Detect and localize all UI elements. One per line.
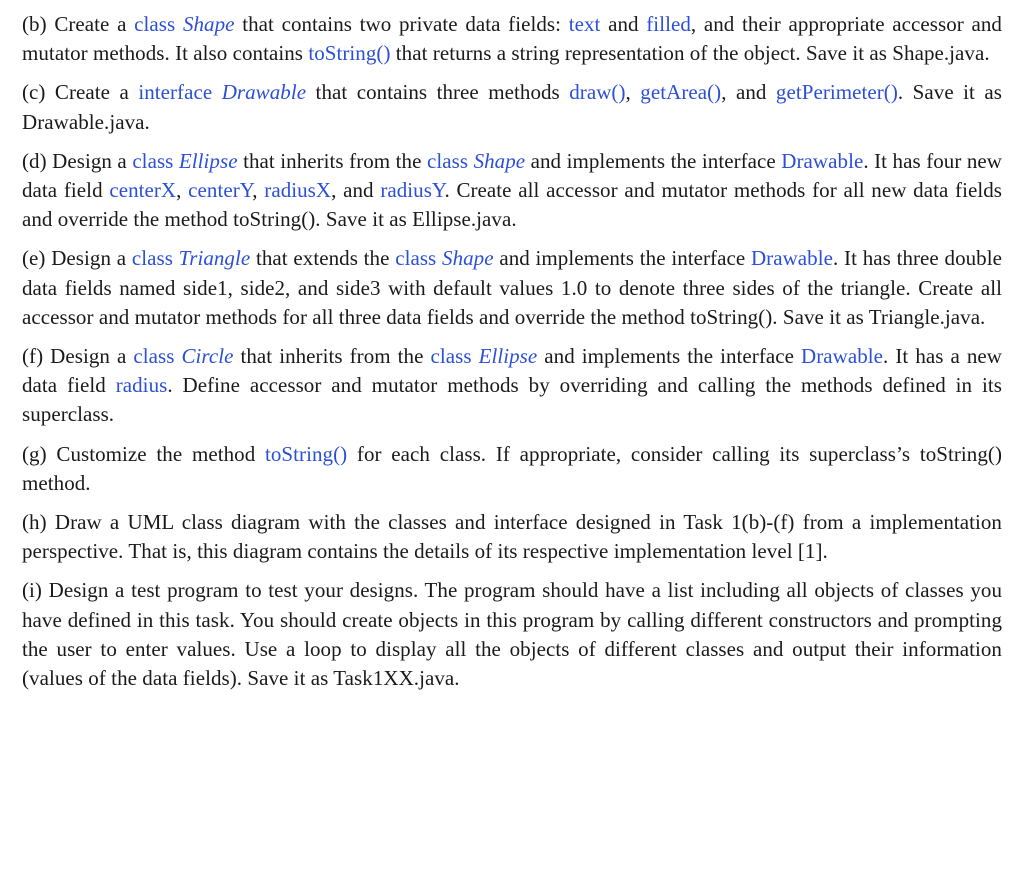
text-segment: , and their appropriate accessor and mutator methods. It also contains (22, 12, 1002, 66)
text-segment: . Define accessor and mutator methods by overriding and calling the methods defined in its superclass. (22, 373, 1002, 427)
text-segment: (g) Customize the method (22, 441, 265, 466)
text-segment: , and (331, 178, 381, 203)
text-segment: (h) Draw a UML class diagram with the classes and interface designed in Task 1(b)-(f) from a implementation perspective. That is, this diagram contains the details of its respective implementation level [1]. (22, 510, 1002, 564)
text-segment: radiusY (380, 178, 445, 203)
text-segment: that contains three methods (306, 80, 570, 105)
text-segment: that returns a string representation of the object. Save it as Shape.java. (390, 41, 990, 66)
text-segment: class (426, 148, 474, 173)
text-segment: (e) Design a (22, 246, 132, 271)
text-segment: , (625, 80, 641, 105)
text-segment: class (133, 344, 182, 369)
text-segment: Ellipse (178, 148, 238, 173)
assignment-document (22, 10, 1002, 703)
task-b-paragraph (22, 10, 1002, 68)
text-segment: Shape (473, 148, 526, 173)
text-segment: toString() (265, 441, 348, 466)
text-segment: that extends the (250, 246, 396, 271)
text-segment: class (131, 246, 179, 271)
text-segment: class (430, 344, 479, 369)
text-segment: (c) Create a (22, 80, 139, 105)
text-segment: Shape (182, 12, 235, 36)
text-segment: radiusX (264, 178, 332, 203)
task-h-paragraph (22, 508, 1002, 566)
text-segment: Drawable (781, 148, 864, 173)
text-segment: centerY (188, 178, 253, 203)
text-segment: that contains two private data fields: (234, 12, 569, 36)
text-segment: Circle (181, 344, 234, 369)
text-segment: Drawable (750, 246, 833, 271)
text-segment: , (252, 178, 265, 203)
text-segment: . Save it as Drawable.java. (22, 80, 1002, 134)
text-segment: Drawable (221, 80, 307, 105)
text-segment: . Create all accessor and mutator methods for all new data fields and override the method toString(). Save it as Ellipse.java. (22, 178, 1002, 232)
text-segment: Shape (442, 246, 494, 271)
text-segment: , and (721, 80, 776, 105)
text-segment: (f) Design a (22, 344, 134, 369)
text-segment: , (176, 178, 189, 203)
text-segment: class (132, 148, 179, 173)
task-c-paragraph (22, 78, 1002, 136)
text-segment: (i) Design a test program to test your designs. The program should have a list including all objects of classes you have defined in this task. You should create objects in this program by calling different constructors and prompting the user to enter values. Use a loop to display all the objects of different classes and output their information (values of the data fields). Save it as Task1XX.java. (22, 578, 1002, 691)
text-segment: getArea() (640, 80, 722, 105)
text-segment: for each class. If appropriate, consider calling its superclass’s toString() method. (22, 441, 1002, 495)
text-segment: radius (115, 373, 168, 398)
text-segment: Drawable (801, 344, 884, 369)
text-segment: text (568, 12, 601, 36)
text-segment: toString() (308, 41, 391, 66)
task-i-paragraph (22, 576, 1002, 693)
text-segment: that inherits from the (233, 344, 431, 369)
text-segment: and implements the interface (493, 246, 751, 271)
text-segment: filled (646, 12, 691, 36)
text-segment: and implements the interface (537, 344, 802, 369)
text-segment: getPerimeter() (775, 80, 898, 105)
text-segment: . It has three double data fields named side1, side2, and side3 with default values 1.0 to denote three sides of the triangle. Create all accessor and mutator methods for all three data fields and override the method toString(). Save it as Triangle.java. (22, 246, 1002, 329)
text-segment: (d) Design a (22, 148, 133, 173)
task-f-paragraph (22, 342, 1002, 430)
text-segment: class (134, 12, 183, 36)
text-segment: . It has four new data field (22, 148, 1003, 203)
text-segment: interface (138, 80, 222, 105)
text-segment: and (600, 12, 647, 36)
text-segment: centerX (109, 178, 177, 203)
task-g-paragraph (22, 440, 1002, 498)
text-segment: . It has a new data field (22, 344, 1003, 398)
text-segment: Ellipse (478, 344, 538, 369)
task-d-paragraph (22, 147, 1002, 235)
task-e-paragraph (22, 244, 1002, 332)
text-segment: and implements the interface (525, 148, 782, 173)
text-segment: draw() (569, 80, 626, 105)
text-segment: that inherits from the (237, 148, 427, 173)
text-segment: class (395, 246, 443, 271)
text-segment: Triangle (178, 246, 251, 271)
text-segment: (b) Create a (22, 12, 135, 36)
